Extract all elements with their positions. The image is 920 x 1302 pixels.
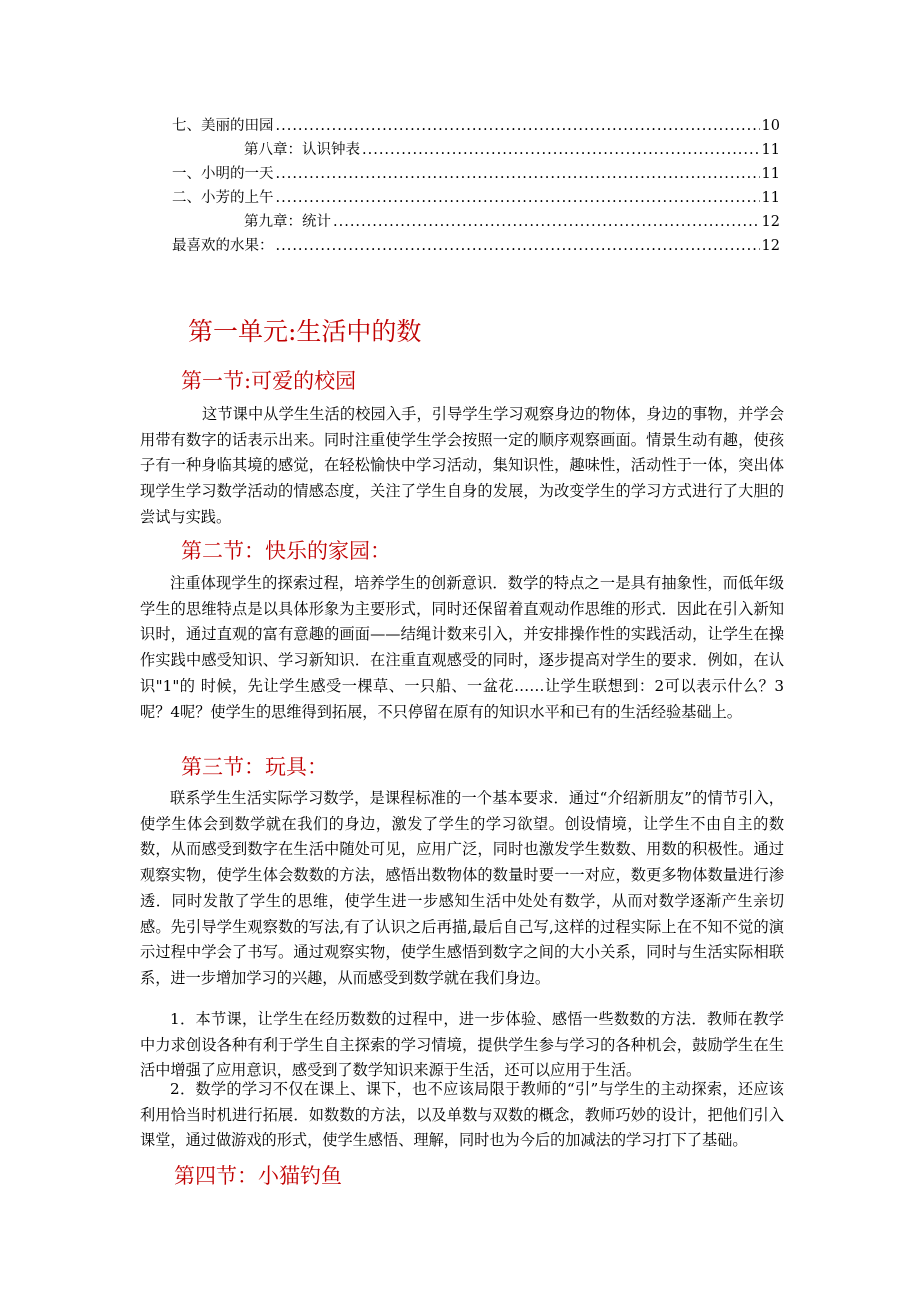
toc-entry[interactable] (172, 186, 780, 210)
section-paragraph: 这节课中从学生生活的校园入手，引导学生学习观察身边的物体，身边的事物，并学会用带有数字的话表示出来。同时注重使学生学会按照一定的顺序观察画面。情景生动有趣，使孩子有一种身临其境的感觉，在轻松愉快中学习活动，集知识性，趣味性，活动性于一体，突出体现学生学习数学活动的情感态度，关注了学生自身的发展，为改变学生的学习方式进行了大胆的尝试与实践。 (140, 405, 784, 526)
toc-entry-page: 12 (761, 238, 780, 254)
toc-leader-dots (276, 234, 760, 258)
toc-leader-dots (276, 186, 760, 210)
section-title: 第四节：小猫钓鱼 (174, 1164, 342, 1188)
toc-entry-label: 一、小明的一天 (172, 166, 274, 182)
toc-entry-label: 最喜欢的水果： (172, 238, 274, 254)
toc-entry[interactable] (172, 138, 780, 162)
section-title: 第二节：快乐的家园： (181, 539, 391, 563)
toc-entry-label: 七、美丽的田园 (172, 118, 274, 134)
section-paragraph: 1．本节课，让学生在经历数数的过程中，进一步体验、感悟一些数数的方法．教师在教学中力求创设各种有利于学生自主探索的学习情境，提供学生参与学习的各种机会，鼓励学生在生活中增强了应用意识，感受到了数学知识来源于生活，还可以应用于生活。 (140, 1010, 784, 1080)
toc-leader-dots (333, 210, 760, 234)
table-of-contents (172, 114, 780, 258)
toc-entry-label: 二、小芳的上午 (172, 190, 274, 206)
toc-entry-page: 11 (761, 166, 780, 182)
toc-leader-dots (362, 138, 760, 162)
toc-entry[interactable] (172, 210, 780, 234)
section-paragraph: 2．数学的学习不仅在课上、课下，也不应该局限于教师的“引”与学生的主动探索，还应该利用恰当时机进行拓展．如数数的方法，以及单数与双数的概念，教师巧妙的设计，把他们引入课堂，通过做游戏的形式，使学生感悟、理解，同时也为今后的加减法的学习打下了基础。 (140, 1080, 784, 1150)
section-paragraph: 注重体现学生的探索过程，培养学生的创新意识．数学的特点之一是具有抽象性，而低年级学生的思维特点是以具体形象为主要形式，同时还保留着直观动作思维的形式．因此在引入新知识时，通过直观的富有意趣的画面——结绳计数来引入，并安排操作性的实践活动，让学生在操作实践中感受知识、学习新知识．在注重直观感受的同时，逐步提高对学生的要求．例如，在认识"1"的 时候，先让学生感受一棵草、一只船、一盆花……让学生联想到：2可以表示什么？3呢？4呢？使学生的思维得到拓展，不只停留在原有的知识水平和已有的生活经验基础上。 (140, 574, 784, 721)
toc-entry-page: 11 (761, 190, 780, 206)
toc-entry[interactable] (172, 114, 780, 138)
toc-entry-page: 10 (761, 118, 780, 134)
toc-entry-label: 第八章：认识钟表 (244, 142, 360, 158)
toc-entry-label: 第九章：统计 (244, 214, 331, 230)
toc-leader-dots (276, 162, 760, 186)
unit-title: 第一单元:生活中的数 (188, 317, 422, 346)
toc-entry[interactable] (172, 234, 780, 258)
section-title: 第三节：玩具： (181, 755, 328, 779)
toc-leader-dots (276, 114, 760, 138)
section-paragraph: 联系学生生活实际学习数学，是课程标准的一个基本要求．通过“介绍新朋友”的情节引入，使学生体会到数学就在我们的身边，激发了学生的学习欲望。创设情境，让学生不由自主的数数，从而感受到数字在生活中随处可见，应用广泛，同时也激发学生数数、用数的积极性。通过观察实物，使学生体会数数的方法，感悟出数物体的数量时要一一对应，数更多物体数量进行渗透．同时发散了学生的思维，使学生进一步感知生活中处处有数学，从而对数学逐渐产生亲切感。先引导学生观察数的写法,有了认识之后再描,最后自己写,这样的过程实际上在不知不觉的演示过程中学会了书写。通过观察实物，使学生感悟到数字之间的大小关系，同时与生活实际相联系，进一步增加学习的兴趣，从而感受到数学就在我们身边。 (140, 789, 784, 987)
toc-entry-page: 11 (761, 142, 780, 158)
section-title: 第一节:可爱的校园 (181, 369, 357, 393)
toc-entry[interactable] (172, 162, 780, 186)
toc-entry-page: 12 (761, 214, 780, 230)
